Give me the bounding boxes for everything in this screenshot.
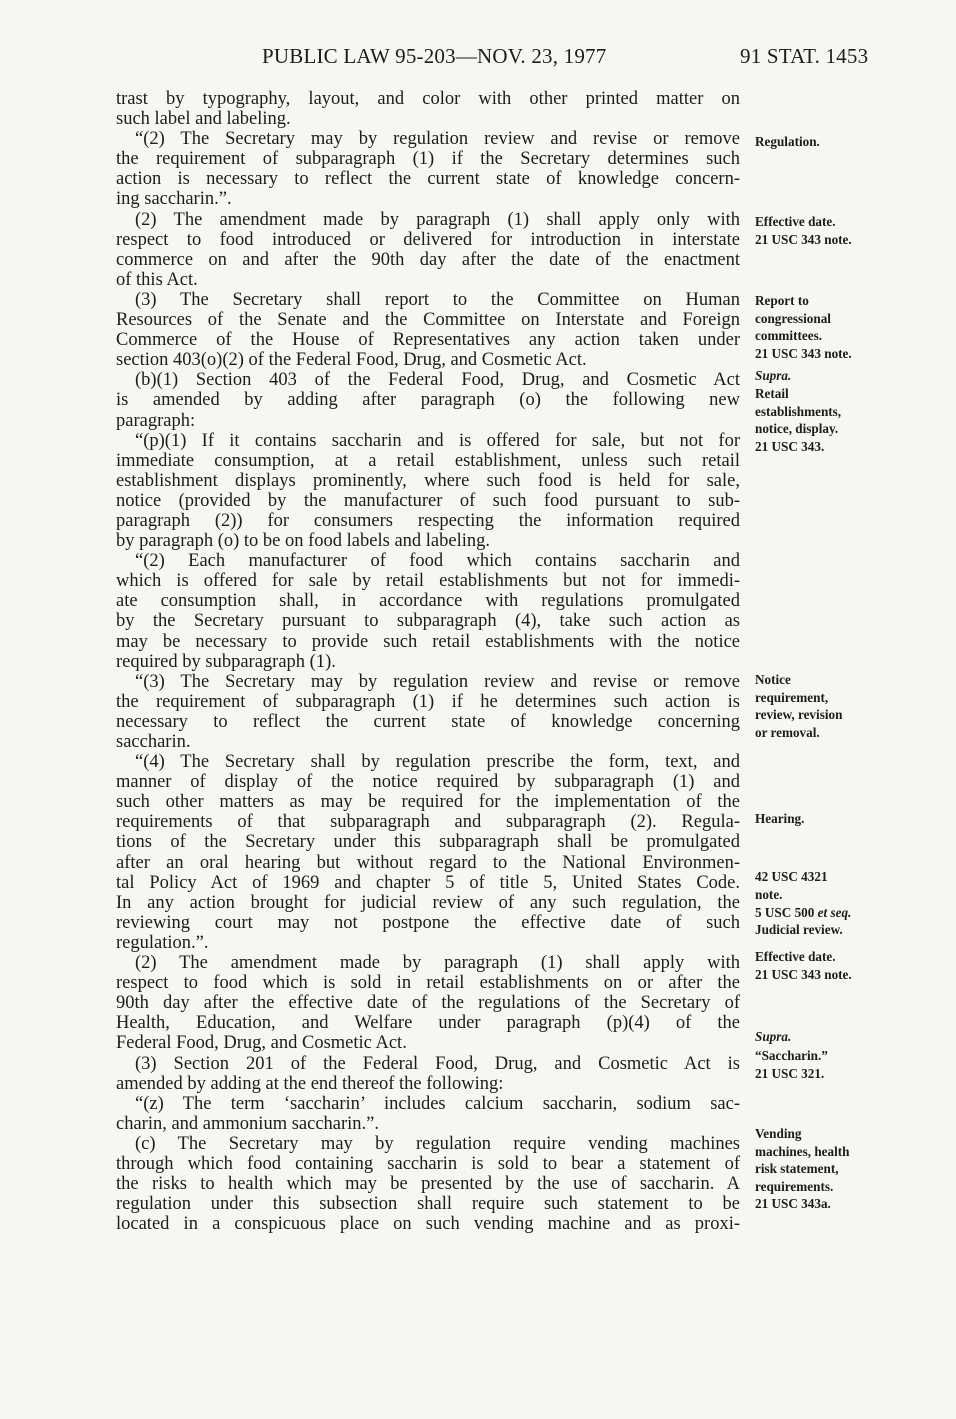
body-line: charin, and ammonium saccharin.”.: [116, 1113, 380, 1134]
body-line: (2) The amendment made by paragraph (1) shall apply only with: [135, 209, 740, 230]
body-line: In any action brought for judicial review of any such regulation, the: [116, 892, 740, 913]
margin-note-regulation: Regulation.: [755, 134, 820, 149]
body-line: the requirement of subparagraph (1) if the Secretary determines such: [116, 149, 740, 170]
body-line: (b)(1) Section 403 of the Federal Food, Drug, and Cosmetic Act: [135, 370, 740, 391]
body-line: necessary to reflect the current state of knowledge concerning: [116, 711, 740, 732]
body-line: ing saccharin.”.: [116, 189, 232, 210]
body-line: trast by typography, layout, and color with other printed matter on: [116, 89, 740, 109]
margin-note-supra: [755, 367, 791, 385]
body-line: “(2) Each manufacturer of food which contains saccharin and: [135, 551, 740, 572]
body-line: which is offered for sale by retail establishments but not for immedi-: [116, 571, 740, 592]
body-line: requirements of that subparagraph and subparagraph (2). Regula-: [116, 812, 740, 833]
body-line: “(4) The Secretary shall by regulation prescribe the form, text, and: [135, 752, 740, 773]
body-line: manner of display of the notice required by subparagraph (1) and: [116, 772, 740, 793]
body-line: action is necessary to reflect the current state of knowledge concern-: [116, 169, 740, 190]
body-line: reviewing court may not postpone the effective date of such: [116, 912, 740, 933]
margin-note-5-usc-500-text: 5 USC 500: [755, 905, 818, 920]
body-line: “(z) The term ‘saccharin’ includes calcium saccharin, sodium sac-: [135, 1093, 740, 1114]
body-line: saccharin.: [116, 732, 191, 752]
body-line: “(2) The Secretary may by regulation review and revise or remove: [135, 129, 740, 150]
margin-note-et-seq: et seq.: [817, 905, 852, 920]
body-line: (3) Section 201 of the Federal Food, Drug, and Cosmetic Act is: [135, 1053, 740, 1074]
body-line: tions of the Secretary under this subparagraph shall be promulgated: [116, 832, 740, 853]
body-line: is amended by adding after paragraph (o) the following new: [116, 390, 740, 411]
body-line: amended by adding at the end thereof the following:: [116, 1073, 504, 1094]
margin-note-notice-requirement: Notice requirement, review, revision or removal.: [755, 672, 843, 740]
margin-note-hearing: Hearing.: [755, 811, 805, 826]
margin-note-judicial-review: Judicial review.: [755, 922, 843, 937]
body-line: section 403(o)(2) of the Federal Food, Drug, and Cosmetic Act.: [116, 350, 587, 371]
body-line: the requirement of subparagraph (1) if he determines such action is: [116, 691, 740, 712]
running-header-title: PUBLIC LAW 95-203—NOV. 23, 1977: [262, 44, 607, 68]
body-line: commerce on and after the 90th day after the date of the enactment: [116, 249, 740, 270]
body-line: the risks to health which may be presented by the use of saccharin. A: [116, 1174, 740, 1195]
margin-note-report: Report to congressional committees. 21 USC 343 note.: [755, 293, 852, 361]
body-line: located in a conspicuous place on such vending machine and as proxi-: [116, 1214, 740, 1235]
body-line: Federal Food, Drug, and Cosmetic Act.: [116, 1033, 407, 1054]
margin-note-retail: Retail establishments, notice, display. 21 USC 343.: [755, 386, 842, 454]
body-line: ate consumption shall, in accordance with regulations promulgated: [116, 591, 740, 612]
body-line: respect to food introduced or delivered for introduction in interstate: [116, 229, 740, 250]
body-line: (3) The Secretary shall report to the Committee on Human: [135, 289, 740, 310]
body-line: (c) The Secretary may by regulation require vending machines: [135, 1133, 740, 1154]
body-line: tal Policy Act of 1969 and chapter 5 of title 5, United States Code.: [116, 872, 740, 893]
body-line: establishment displays prominently, where such food is held for sale,: [116, 470, 740, 491]
body-line: Health, Education, and Welfare under paragraph (p)(4) of the: [116, 1013, 740, 1034]
body-line: regulation under this subsection shall require such statement to be: [116, 1194, 740, 1215]
body-line: such label and labeling.: [116, 109, 291, 130]
margin-note-supra-text: Supra.: [755, 368, 792, 383]
body-line: paragraph (2)) for consumers respecting the information required: [116, 510, 740, 531]
margin-note-effective-date-2: Effective date. 21 USC 343 note.: [755, 949, 852, 982]
margin-note-saccharin-definition: “Saccharin.” 21 USC 321.: [755, 1048, 828, 1081]
body-line: of this Act.: [116, 269, 198, 290]
body-line: such other matters as may be required for the implementation of the: [116, 792, 740, 813]
body-text: [116, 89, 740, 1234]
body-line: “(3) The Secretary may by regulation review and revise or remove: [135, 671, 740, 692]
body-line: may be necessary to provide such retail establishments with the notice: [116, 631, 740, 652]
body-line: Commerce of the House of Representatives any action taken under: [116, 330, 740, 351]
body-line: required by subparagraph (1).: [116, 651, 336, 672]
margin-note-supra-2-text: Supra.: [755, 1029, 792, 1044]
body-line: immediate consumption, at a retail establishment, unless such retail: [116, 450, 740, 471]
margin-note-42-usc-4321: 42 USC 4321 note.: [755, 869, 828, 902]
body-line: Resources of the Senate and the Committee on Interstate and Foreign: [116, 310, 740, 331]
margin-note-vending-machines: Vending machines, health risk statement, requirements. 21 USC 343a.: [755, 1126, 850, 1212]
body-line: after an oral hearing but without regard to the National Environmen-: [116, 852, 740, 873]
body-line: regulation.”.: [116, 932, 209, 953]
margin-note-5-usc-500: [755, 904, 851, 922]
body-line: 90th day after the effective date of the regulations of the Secretary of: [116, 993, 740, 1014]
body-line: (2) The amendment made by paragraph (1) shall apply with: [135, 953, 740, 974]
body-line: respect to food which is sold in retail establishments on or after the: [116, 973, 740, 994]
running-header-stat: 91 STAT. 1453: [740, 44, 869, 68]
margin-note-effective-date: Effective date. 21 USC 343 note.: [755, 214, 852, 247]
body-line: through which food containing saccharin is sold to bear a statement of: [116, 1153, 740, 1174]
body-line: paragraph:: [116, 410, 196, 431]
body-line: “(p)(1) If it contains saccharin and is offered for sale, but not for: [135, 430, 740, 451]
margin-note-supra-2: [755, 1028, 791, 1046]
body-line: notice (provided by the manufacturer of such food pursuant to sub-: [116, 490, 740, 511]
body-line: by the Secretary pursuant to subparagraph (4), take such action as: [116, 611, 740, 632]
body-line: by paragraph (o) to be on food labels and labeling.: [116, 531, 490, 552]
